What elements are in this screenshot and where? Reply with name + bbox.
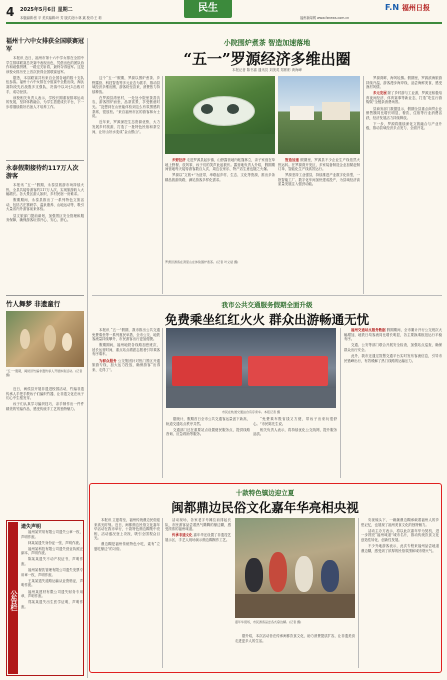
issue-date: 2025年5月6日 星期二 [20, 7, 73, 13]
page-number: 4 [6, 5, 15, 19]
header-rule [6, 22, 442, 24]
column-rule [363, 76, 364, 294]
top-body-col1: 这个“五一”假期，罗源以围炉煮茶、乡野露营、科技智造等多元业态为抓手，推动县域经济多维出圈，游客纷至沓来，消费热力持续释放。 在罗源县湾里村，一处处小院里茶香袅袅，游客围炉而坐，品茶赏景，享受惬意时光。“没想到在山里能体验到这么有氛围感的茶席，很放松。”来自福州市区的游客林女士说。 近年来，罗源深挖生态资源优势，大力发展乡村旅游，打造了一批特色民宿和茶空间，让好山好水变成“金山银山”。 [92, 76, 160, 134]
column-rule [340, 328, 341, 478]
train-car [172, 356, 242, 386]
divider [92, 295, 442, 296]
page-header [0, 0, 447, 33]
building [290, 106, 314, 120]
building [322, 102, 350, 120]
platform [166, 388, 336, 408]
column-rule [358, 518, 359, 668]
story-yongtai-title: 永泰假期接待约117万人次游客 [6, 165, 79, 180]
top-photo [165, 76, 275, 154]
story-volleyball-body: 本报讯 近日，福州市第十六中学女排在全国中学生排球联赛总决赛中表现出色，凭借出色的团队协作和顽强拼搏，一路过关斩将，最终夺得冠军。这是该校女排历史上首次获得全国联赛冠军。 据悉，本届联赛共有来自全国各地的数十支队伍参赛。福州十六中女排在小组赛中全胜出线，淘汰赛阶段先后战胜多支强队，决赛中以3比1击败对手，成功登顶。 该校相关负责人表示，学校长期重视排球运动的发展，坚持体教融合，为学生搭建成长平台，下一步将继续做好后备人才培养工作。 [6, 56, 84, 109]
logo [385, 3, 430, 13]
child-figure [44, 325, 56, 351]
top-body-col3: 智造加速 假期里，罗源县不少企业生产线依然火热运转。在罗源湾开发区，多家装备制造企业加紧赶制订单，智能化生产线高效运行。 罗源坚持工业强县，持续推进产业数字化转型，一批智能工厂、数字化车间加快建成投产，为县域经济高质量发展注入强劲动能。 [278, 158, 360, 187]
child-figure [20, 329, 30, 349]
bamboo-photo-caption: “五一”假期，闽侯县竹编非遗传承人开展体验活动。(记者 摄) [6, 369, 83, 377]
site-url: 福州新闻网 www.fznews.com.cn [300, 16, 350, 20]
middle-photo-caption: 市民在轨道交通站台有序乘车。本报记者 摄 [222, 410, 280, 414]
logo-mark: F.N [385, 3, 400, 12]
middle-subtitle2: 福州交通站点服务数据 [351, 328, 386, 332]
divider [6, 160, 84, 161]
middle-body-col1: 本报讯 “五一”假期，我市推出公共交通免费乘坐等一系列惠民举措，全市公交、地铁客流量持续攀升，市民游客出行更加便捷。 假期期间，福州地铁各线路加密班次，延长运营时间，重点站点增派志愿者引导乘客有序乘车。 为群众服务 公交集团针对热门景区开通旅游专线，加大运力投放，确保游客“出得来、走得了”。 [92, 328, 160, 372]
child-figure [62, 333, 72, 351]
crowd-figure [245, 558, 263, 592]
top-photo-caption: 罗源县游客在湾里山庄体验围炉煮茶。(记者 叶义斌 摄) [165, 260, 239, 264]
column-rule [87, 38, 88, 678]
top-byline: 本报记者 陈书嘉 通讯员 刘美英 郑彬彬 黄海峰 [232, 68, 302, 72]
divider [6, 295, 84, 296]
left-column [6, 38, 84, 678]
middle-subhead: 为群众服务 [99, 358, 117, 363]
middle-photo [166, 328, 336, 408]
bottom-headline: 闽都鼎边民俗文化嘉年华亮相央视 [171, 500, 359, 515]
middle-kicker: 我市公共交通服务假期全面升级 [221, 301, 313, 309]
top-article [92, 38, 442, 296]
bottom-body-col1: 本报讯 立夏将至，福州传统鼎边民俗迎来高光时刻。近日，闽都鼎边民俗文化嘉年华活动在我市举行，十款特色鼎边糊集中亮相，活动盛况登上央视，吸引全国观众目光。 鼎边糊是福州传统特色小吃，素有“立夏吃鼎边”的习俗。 [94, 518, 160, 552]
bottom-article [89, 483, 442, 673]
middle-body-col4: 福州交通站点服务数据 假期期间，全市累计开行公交班次大幅增加，地铁日均客流同比增长明显，各主要换乘枢纽运行平稳有序。 交通、公安等部门联合开展安全检查，加强站点巡查，确保群众出行安全。 此外，我市还通过智慧交通平台实时发布客流信息，引导市民错峰出行，有效缓解了热门线路的运输压力。 [344, 328, 442, 363]
middle-article [92, 300, 442, 480]
bottom-body-col3: 据介绍，本次活动旨在传承闽都饮食文化，助力消费提质扩容，让非遗美食走进更多人的生活。 [235, 634, 355, 643]
bottom-photo-caption: 嘉年华现场，市民游客品尝各式鼎边糊。(记者 摄) [235, 620, 302, 624]
story-bamboo-title: 竹人舞梦 非遗童行 [6, 300, 61, 308]
stall-counter [235, 594, 355, 618]
crowd-figure [269, 552, 287, 592]
logo-text: 福州日报 [401, 4, 430, 12]
top-headline: “五一”罗源经济多维出圈 [183, 50, 351, 68]
bottom-body-col2: 活动现场，各家老字号摊位前排起长队，市民游客品尝着热气腾腾的鼎边糊，感受浓浓的福州味道。 传承非遗文化 嘉年华还设置了非遗技艺展示区，手艺人现场演示鼎边糊制作工艺。 [165, 518, 231, 542]
middle-headline: 免费乘坐红红火火 群众出游畅通无忧 [164, 312, 370, 327]
column-rule [162, 76, 163, 294]
bamboo-photo [6, 311, 84, 367]
pod-window [227, 104, 239, 114]
notice-label: 公告栏 [8, 522, 18, 674]
subhead-diverse: 多元发展 [373, 91, 387, 96]
editor-line: 本版编辑:张 平 美术编辑:叶 芳 版式设计:林 斌 校对:王 莉 [20, 16, 102, 20]
story-bamboo-body: 近日，闽侯县开展非遗进校园活动，竹编非遗传承人手把手教孩子们编织竹器，让非遗文化在孩子们心中生根发芽。 孩子们认真学习编织技巧，亲手制作出一件件精美的竹编作品，感受传统手工艺的独特魅力。 [6, 387, 84, 411]
crowd-figure [321, 560, 339, 592]
top-kicker: 小院围炉煮茶 智造加速落地 [223, 39, 311, 47]
subhead-smart: 智造加速 [285, 158, 300, 162]
column-rule [162, 518, 163, 668]
bottom-kicker: 十款特色镇边迎立夏 [235, 489, 295, 497]
subhead-rural: 乡野经济 [172, 158, 186, 162]
train-car [248, 356, 328, 386]
story-volleyball-title: 福州十六中女排获全国联赛冠军 [6, 38, 85, 53]
notice-body: 福州某贸易有限公司遗失公章一枚，声明作废。 林某某遗失身份证一张，声明作废。 福州某科技有限公司遗失营业执照正副本，声明作废。 陈某某遗失不动产权证书，声明作废。 福州某餐饮管理有限公司遗失发票专用章一枚，声明作废。 王某某遗失道路运输从业资格证，声明作废。 福州某建材有限公司遗失财务专用章，声明作废。 郑某某遗失出生医学证明，声明作废。 [21, 530, 83, 609]
top-photo-2 [278, 76, 360, 154]
bottom-body-col4: 央视镜头下，一碗碗鼎边糊承载着福州人的乡愁记忆，也展现了福州美食文化的独特魅力。 活动主办方表示，将以此次嘉年华为契机，进一步擦亮“福州味道”城市名片，推动传统饮食文化创造性转化、创新性发展。 不少外地游客表示，此次专程来福州品尝地道鼎边糊，感受到了浓厚的民俗氛围和城市烟火气。 [361, 518, 439, 553]
notice-title: 遗失声明 [21, 524, 42, 530]
section-label: 民生 [198, 3, 218, 14]
top-body-photo-under: 乡野经济 走进罗源县起步镇，山野露营地内帐篷林立，亲子家庭在草地上野餐、放风筝，孩子们的笑声此起彼伏。露营地负责人介绍，假期期间营地每天接待游客数百人次，周边农家乐、特产店生意也随之火爆。 罗源以“文旅+”为纽带，串联起乡村、生态、文化等资源，推出多条精品旅游线路，满足游客多样化需求。 [165, 158, 275, 182]
story-yongtai-body: 本报讯 “五一”假期，永泰县旅游市场持续火热，全县共接待游客约117万人次，实现旅游收入大幅增长。各大景区游人如织，乡村民宿一房难求。 假期期间，永泰县推出了一系列特色文旅活动，包括古庄寨研学、温泉康养、山地运动等，吸引大量省内外游客前来体验。 县文旅部门提前谋划，加强景区安全管理和服务保障，确保游客玩得开心、安心、舒心。 [6, 183, 84, 223]
top-body-col4: 罗源湾畔，海风轻拂。假期里，罗源滨海旅游持续升温，游客漫步海岸线，品尝海鲜美食，感受渔村风情。 多元发展 除了乡村游与工业游，罗源还积极培育夜间经济、体育赛事等新业态，打造“吃住行游购娱”全链条消费场景。 县商务部门数据显示，假期全县重点商贸企业销售额同比增长明显，餐饮、住宿等行业消费活跃，经济发展活力持续释放。 下一步，罗源将继续深化文旅融合与产业升级，推动县域经济多点发力、全面开花。 [366, 76, 442, 131]
bottom-photo [235, 518, 355, 618]
right-brief [368, 96, 369, 97]
column-rule [162, 328, 163, 478]
section-tab [184, 0, 232, 18]
grass [165, 134, 275, 154]
crowd-figure [295, 556, 313, 592]
middle-body-col3: “免费乘车既省钱又方便，带孩子出来玩很舒心。”市民陈先生说。 相关负责人表示，将持续优化公交线网，提升服务品质。 [253, 417, 337, 437]
pod-window [201, 104, 213, 114]
bottom-subhead: 传承非遗文化 [172, 533, 193, 538]
middle-body-col2: 据统计，假期首日全市公共交通客运量创下新高，轨道交通站点秩序井然。 交通部门还在重要站点设置便民服务点，提供线路咨询、应急救助等服务。 [166, 417, 250, 437]
notice-box [6, 520, 84, 676]
